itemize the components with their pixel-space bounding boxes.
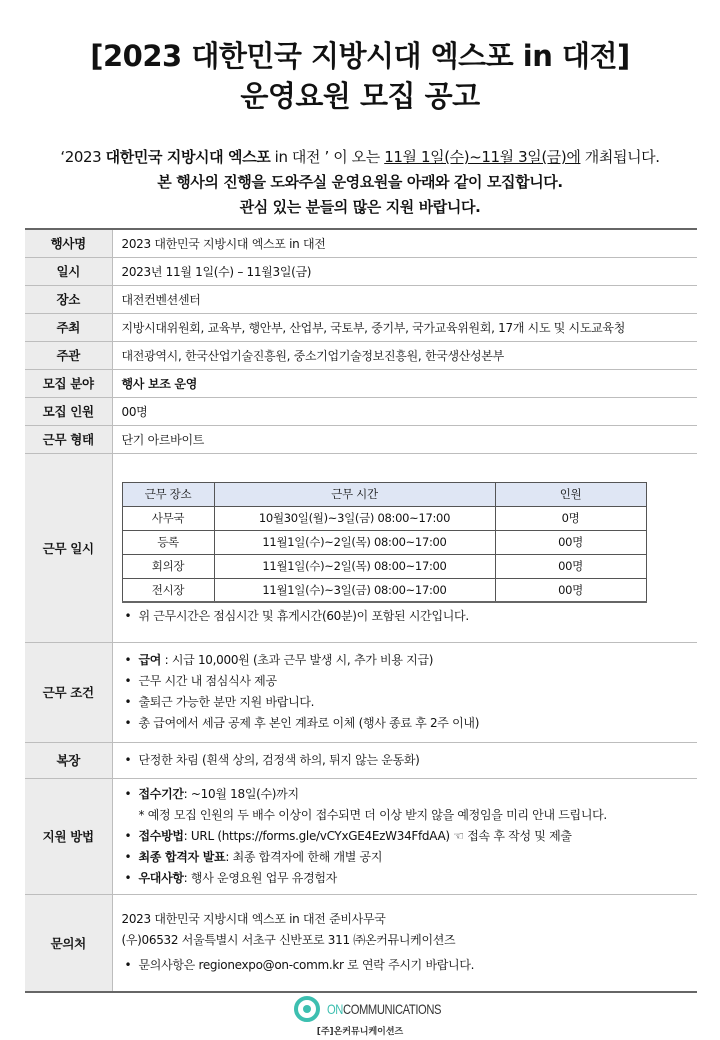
row-conditions <box>25 642 697 742</box>
contact-email[interactable]: • 문의사항은 regionexpo@on-comm.kr 로 연락 주시기 바랍니다. <box>125 955 698 976</box>
label-organizer: 주관 <box>25 341 112 369</box>
row-host <box>25 313 697 341</box>
row-headcount <box>25 397 697 425</box>
schedule-cell-count: 00명 <box>495 578 646 602</box>
apply-method[interactable]: • 접수방법: URL (https://forms.gle/vCYxGE4EzW34FfdAA) ☜ 접속 후 작성 및 제출 <box>125 826 698 847</box>
intro-line-2: 본 행사의 진행을 도와주실 운영요원을 아래와 같이 모집합니다. <box>157 173 563 191</box>
row-venue <box>25 285 697 313</box>
row-organizer <box>25 341 697 369</box>
page-title: [2023 대한민국 지방시대 엑스포 in 대전] <box>90 39 630 73</box>
row-schedule <box>25 453 697 642</box>
schedule-cell-count: 00명 <box>495 530 646 554</box>
value-field: 행사 보조 운영 <box>112 369 697 397</box>
schedule-header-time: 근무 시간 <box>214 482 495 506</box>
label-host: 주최 <box>25 313 112 341</box>
schedule-header-count: 인원 <box>495 482 646 506</box>
schedule-header-row <box>122 482 646 506</box>
condition-pay: • 급여 : 시급 10,000원 (초과 근무 발생 시, 추가 비용 지급) <box>125 650 698 671</box>
apply-final: • 최종 합격자 발표: 최종 합격자에 한해 개별 공지 <box>125 847 698 868</box>
label-field: 모집 분야 <box>25 369 112 397</box>
value-date: 2023년 11월 1일(수) – 11월3일(금) <box>112 257 697 285</box>
schedule-row <box>122 530 646 554</box>
schedule-row <box>122 506 646 530</box>
row-field <box>25 369 697 397</box>
schedule-header-place: 근무 장소 <box>122 482 214 506</box>
label-conditions: 근무 조건 <box>25 642 112 742</box>
label-contact: 문의처 <box>25 894 112 992</box>
row-dress <box>25 742 697 778</box>
row-contact <box>25 894 697 992</box>
dress-item: • 단정한 차림 (흰색 상의, 검정색 하의, 튀지 않는 운동화) <box>125 750 698 771</box>
row-date <box>25 257 697 285</box>
logo-korean-name: [주]온커뮤니케이션즈 <box>316 1027 404 1037</box>
value-host: 지방시대위원회, 교육부, 행안부, 산업부, 국토부, 중기부, 국가교육위원회, 17개 시도 및 시도교육청 <box>112 313 697 341</box>
label-headcount: 모집 인원 <box>25 397 112 425</box>
label-venue: 장소 <box>25 285 112 313</box>
contact-office: 2023 대한민국 지방시대 엑스포 in 대전 준비사무국 <box>121 912 386 927</box>
apply-period-note: * 예정 모집 인원의 두 배수 이상이 접수되면 더 이상 받지 않을 예정임을 미리 안내 드립니다. <box>138 807 607 822</box>
apply-preference: • 우대사항: 행사 운영요원 업무 유경험자 <box>125 868 698 889</box>
schedule-cell-time: 11월1일(수)~2일(목) 08:00~17:00 <box>214 530 495 554</box>
schedule-cell-place: 등록 <box>122 530 214 554</box>
schedule-cell-time: 10월30일(월)~3일(금) 08:00~17:00 <box>214 506 495 530</box>
page-subtitle: 운영요원 모집 공고 <box>240 79 480 113</box>
schedule-cell-time: 11월1일(수)~3일(금) 08:00~17:00 <box>214 578 495 602</box>
intro-line-3: 관심 있는 분들의 많은 지원 바랍니다. <box>239 198 481 216</box>
condition-meal: • 근무 시간 내 점심식사 제공 <box>125 671 698 692</box>
schedule-cell-place: 회의장 <box>122 554 214 578</box>
condition-commute: • 출퇴근 가능한 분만 지원 바랍니다. <box>125 692 698 713</box>
value-organizer: 대전광역시, 한국산업기술진흥원, 중소기업기술정보진흥원, 한국생산성본부 <box>112 341 697 369</box>
value-headcount: 00명 <box>112 397 697 425</box>
row-apply <box>25 778 697 894</box>
label-work-type: 근무 형태 <box>25 425 112 453</box>
schedule-row <box>122 554 646 578</box>
contact-address: (우)06532 서울특별시 서초구 신반포로 311 ㈜온커뮤니케이션즈 <box>121 933 456 948</box>
row-work-type <box>25 425 697 453</box>
label-dress: 복장 <box>25 742 112 778</box>
schedule-row <box>122 578 646 602</box>
schedule-table <box>122 482 647 604</box>
condition-transfer: • 총 급여에서 세금 공제 후 본인 계좌로 이체 (행사 종료 후 2주 이내) <box>125 713 698 734</box>
label-schedule: 근무 일시 <box>25 453 112 642</box>
label-event-name: 행사명 <box>25 229 112 257</box>
label-apply: 지원 방법 <box>25 778 112 894</box>
value-venue: 대전컨벤션센터 <box>112 285 697 313</box>
schedule-cell-time: 11월1일(수)~2일(목) 08:00~17:00 <box>214 554 495 578</box>
schedule-cell-place: 전시장 <box>122 578 214 602</box>
company-logo <box>0 992 720 1040</box>
schedule-cell-place: 사무국 <box>122 506 214 530</box>
schedule-cell-count: 00명 <box>495 554 646 578</box>
value-event-name: 2023 대한민국 지방시대 엑스포 in 대전 <box>112 229 697 257</box>
logo-wordmark: ONCOMMUNICATIONS <box>327 1001 442 1017</box>
apply-period: • 접수기간: ~10월 18일(수)까지 <box>125 784 698 805</box>
schedule-cell-count: 0명 <box>495 506 646 530</box>
intro-line-1: ‘2023 대한민국 지방시대 엑스포 in 대전 ’ 이 오는 11월 1일(수)~11월 3일(금)에 개최됩니다. <box>60 148 660 166</box>
label-date: 일시 <box>25 257 112 285</box>
schedule-note: • 위 근무시간은 점심시간 및 휴게시간(60분)이 포함된 시간입니다. <box>125 606 698 627</box>
recruitment-table <box>25 228 697 993</box>
value-work-type: 단기 아르바이트 <box>112 425 697 453</box>
row-event-name <box>25 229 697 257</box>
logo-circle-icon <box>294 996 320 1022</box>
